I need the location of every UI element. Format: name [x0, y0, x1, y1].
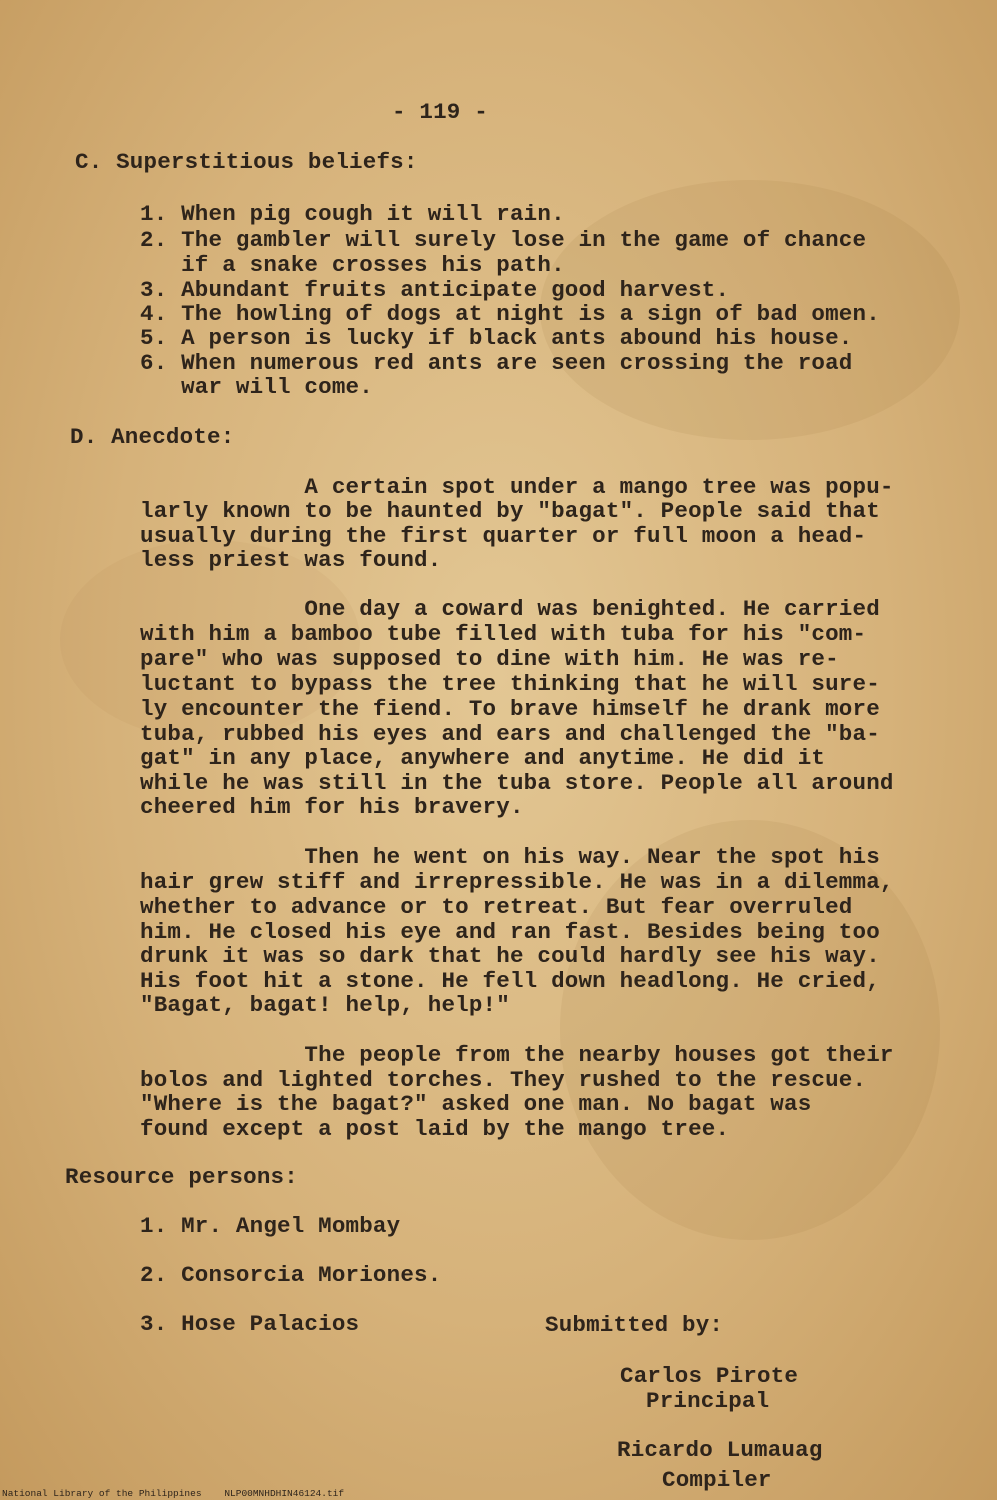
anecdote-line: "Bagat, bagat! help, help!" [140, 992, 510, 1018]
anecdote-line: cheered him for his bravery. [140, 794, 524, 820]
anecdote-line: "Where is the bagat?" asked one man. No bagat was [140, 1091, 812, 1117]
archive-footer: National Library of the Philippines NLP00MNHDHIN46124.tif [2, 1488, 345, 1499]
anecdote-line: while he was still in the tuba store. People all around [140, 770, 894, 796]
section-d-heading: D. Anecdote: [70, 424, 235, 450]
anecdote-line: A certain spot under a mango tree was popu- [140, 474, 894, 500]
submitted-by-label: Submitted by: [545, 1312, 724, 1338]
anecdote-line: luctant to bypass the tree thinking that he will sure- [140, 671, 880, 697]
signatory-title: Compiler [662, 1467, 772, 1493]
anecdote-line: less priest was found. [140, 547, 442, 573]
anecdote-line: larly known to be haunted by "bagat". People said that [140, 498, 880, 524]
page-number: - 119 - [392, 99, 488, 125]
belief-line: war will come. [140, 374, 373, 400]
belief-line: if a snake crosses his path. [140, 252, 565, 278]
anecdote-line: The people from the nearby houses got their [140, 1042, 894, 1068]
belief-line: 1. When pig cough it will rain. [140, 201, 565, 227]
anecdote-line: whether to advance or to retreat. But fear overruled [140, 894, 853, 920]
anecdote-line: drunk it was so dark that he could hardly see his way. [140, 943, 880, 969]
anecdote-line: him. He closed his eye and ran fast. Besides being too [140, 919, 880, 945]
resource-person: 2. Consorcia Moriones. [140, 1262, 442, 1288]
signatory-name: Carlos Pirote [620, 1363, 799, 1389]
signatory-name: Ricardo Lumauag [617, 1437, 823, 1463]
section-c-heading: C. Superstitious beliefs: [75, 149, 418, 175]
resource-persons-heading: Resource persons: [65, 1164, 298, 1190]
anecdote-line: usually during the first quarter or full moon a head- [140, 523, 867, 549]
anecdote-line: pare" who was supposed to dine with him. He was re- [140, 646, 839, 672]
anecdote-line: His foot hit a stone. He fell down headlong. He cried, [140, 968, 880, 994]
anecdote-line: gat" in any place, anywhere and anytime. He did it [140, 745, 826, 771]
anecdote-line: tuba, rubbed his eyes and ears and challenged the "ba- [140, 721, 880, 747]
anecdote-line: Then he went on his way. Near the spot his [140, 844, 880, 870]
anecdote-line: with him a bamboo tube filled with tuba for his "com- [140, 621, 867, 647]
anecdote-line: hair grew stiff and irrepressible. He was in a dilemma, [140, 869, 894, 895]
belief-line: 5. A person is lucky if black ants abound his house. [140, 325, 853, 351]
belief-line: 6. When numerous red ants are seen crossing the road [140, 350, 853, 376]
signatory-title: Principal [646, 1388, 770, 1414]
resource-person: 1. Mr. Angel Mombay [140, 1213, 401, 1239]
belief-line: 2. The gambler will surely lose in the game of chance [140, 227, 867, 253]
anecdote-line: One day a coward was benighted. He carried [140, 596, 880, 622]
anecdote-line: bolos and lighted torches. They rushed to the rescue. [140, 1067, 867, 1093]
belief-line: 4. The howling of dogs at night is a sign of bad omen. [140, 301, 880, 327]
resource-person: 3. Hose Palacios [140, 1311, 360, 1337]
anecdote-line: found except a post laid by the mango tree. [140, 1116, 730, 1142]
belief-line: 3. Abundant fruits anticipate good harvest. [140, 277, 730, 303]
anecdote-line: ly encounter the fiend. To brave himself he drank more [140, 696, 880, 722]
